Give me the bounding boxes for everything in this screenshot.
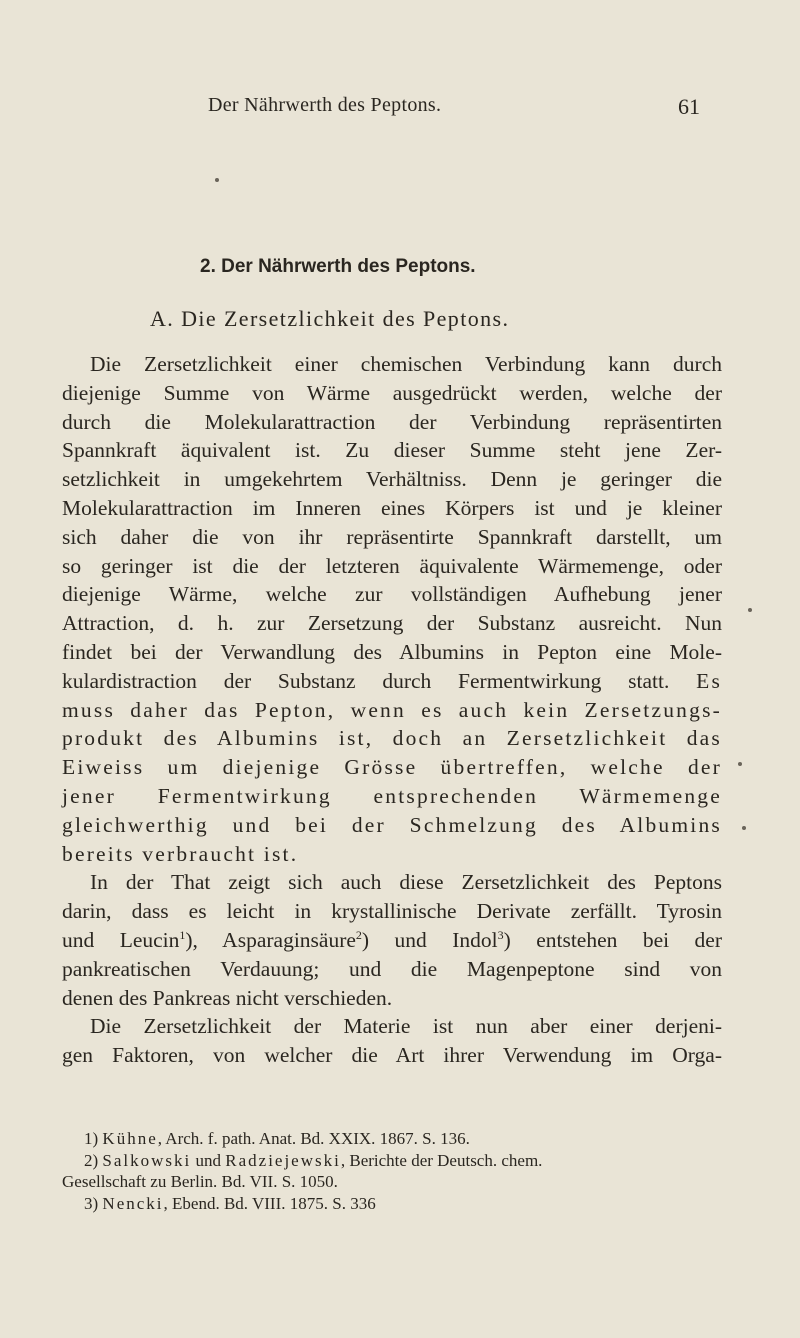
- text-line: diejenige Wärme, welche zur vollständigen Aufhebung jener: [62, 582, 722, 607]
- footnote-author: Kühne: [102, 1129, 158, 1148]
- text-line: denen des Pankreas nicht verschieden.: [62, 985, 393, 1010]
- paragraph-2: [62, 868, 722, 1012]
- text-fragment: und Leucin: [62, 927, 180, 952]
- spaced-text: Es: [696, 668, 723, 693]
- subsection-title: A. Die Zersetzlichkeit des Peptons.: [150, 306, 510, 331]
- running-head-title: Der Nährwerth des Peptons.: [208, 94, 442, 116]
- footnotes: [62, 1128, 722, 1214]
- footnote-text: , Ebend. Bd. VIII. 1875. S. 336: [163, 1193, 376, 1213]
- text-line: findet bei der Verwandlung des Albumins in Pepton eine Mole-: [62, 639, 722, 664]
- body-text: [62, 350, 722, 1070]
- paragraph-1: [62, 350, 722, 868]
- footnote-text: , Berichte der Deutsch. chem.: [340, 1150, 543, 1170]
- spaced-text-line: jener Fermentwirkung entsprechenden Wärmemenge: [62, 783, 722, 808]
- paper-speck: [748, 608, 752, 612]
- spaced-text-line: bereits verbraucht ist.: [62, 841, 299, 866]
- text-line: Die Zersetzlichkeit der Materie ist nun aber einer derjeni-: [90, 1014, 722, 1039]
- text-line: Die Zersetzlichkeit einer chemischen Verbindung kann durch: [90, 352, 722, 376]
- footnote-2-continued: Gesellschaft zu Berlin. Bd. VII. S. 1050.: [62, 1172, 338, 1191]
- text-fragment: ), Asparaginsäure: [185, 927, 356, 952]
- footnote-mark: 2): [84, 1150, 99, 1170]
- footnote-author: Nencki: [102, 1193, 164, 1213]
- text-line: diejenige Summe von Wärme ausgedrückt werden, welche der: [62, 380, 722, 405]
- text-line: so geringer ist die der letzteren äquivalente Wärmemenge, oder: [62, 553, 722, 578]
- section-title: 2. Der Nährwerth des Peptons.: [200, 256, 476, 277]
- footnote-author: Radziejewski: [225, 1150, 341, 1170]
- paragraph-3: [62, 1012, 722, 1070]
- text-line: darin, dass es leicht in krystallinische Derivate zerfällt. Tyrosin: [62, 899, 722, 924]
- footnote-2: [62, 1150, 722, 1172]
- text-fragment: kulardistraction der Substanz durch Fermentwirkung statt.: [62, 668, 670, 693]
- footnote-1: [62, 1128, 722, 1150]
- paper-speck: [738, 762, 742, 766]
- footnote-ref-3[interactable]: 3: [497, 927, 504, 942]
- text-line: gen Faktoren, von welcher die Art ihrer Verwendung im Orga-: [62, 1043, 722, 1068]
- footnote-ref-1[interactable]: 1: [179, 927, 186, 942]
- text-line: Spannkraft äquivalent ist. Zu dieser Summe steht jene Zer-: [62, 438, 722, 463]
- text-fragment: ) und Indol: [361, 927, 498, 952]
- footnote-text: , Arch. f. path. Anat. Bd. XXIX. 1867. S. 136.: [157, 1129, 470, 1148]
- footnote-author: Salkowski: [102, 1150, 192, 1170]
- paper-speck: [742, 826, 746, 830]
- text-line: setzlichkeit in umgekehrtem Verhältniss. Denn je geringer die: [62, 467, 722, 492]
- spaced-text-line: gleichwerthig und bei der Schmelzung des Albumins: [62, 812, 722, 837]
- spaced-text-line: muss daher das Pepton, wenn es auch kein Zersetzungs-: [62, 697, 722, 722]
- footnote-text: und: [191, 1150, 226, 1170]
- spaced-text-line: produkt des Albumins ist, doch an Zersetzlichkeit das: [62, 726, 722, 751]
- page-number: 61: [678, 94, 700, 119]
- text-line: sich daher die von ihr repräsentirte Spannkraft darstellt, um: [62, 524, 722, 549]
- text-line: Molekularattraction im Inneren eines Körpers ist und je kleiner: [62, 495, 722, 520]
- spaced-text-line: Eiweiss um diejenige Grösse übertreffen, welche der: [62, 755, 722, 780]
- running-head: [200, 94, 700, 124]
- text-line: In der That zeigt sich auch diese Zersetzlichkeit des Peptons: [90, 870, 722, 895]
- text-line: Attraction, d. h. zur Zersetzung der Substanz ausreicht. Nun: [62, 611, 722, 636]
- text-line: [62, 667, 722, 696]
- footnote-mark: 3): [84, 1193, 99, 1213]
- text-line: [62, 926, 722, 955]
- footnote-mark: 1): [84, 1129, 99, 1148]
- paper-speck: [215, 178, 219, 182]
- footnote-3: [62, 1193, 722, 1215]
- text-line: pankreatischen Verdauung; und die Magenpeptone sind von: [62, 956, 722, 981]
- text-line: durch die Molekularattraction der Verbindung repräsentirten: [62, 409, 722, 434]
- text-fragment: ) entstehen bei der: [503, 927, 722, 952]
- footnote-ref-2[interactable]: 2: [355, 927, 362, 942]
